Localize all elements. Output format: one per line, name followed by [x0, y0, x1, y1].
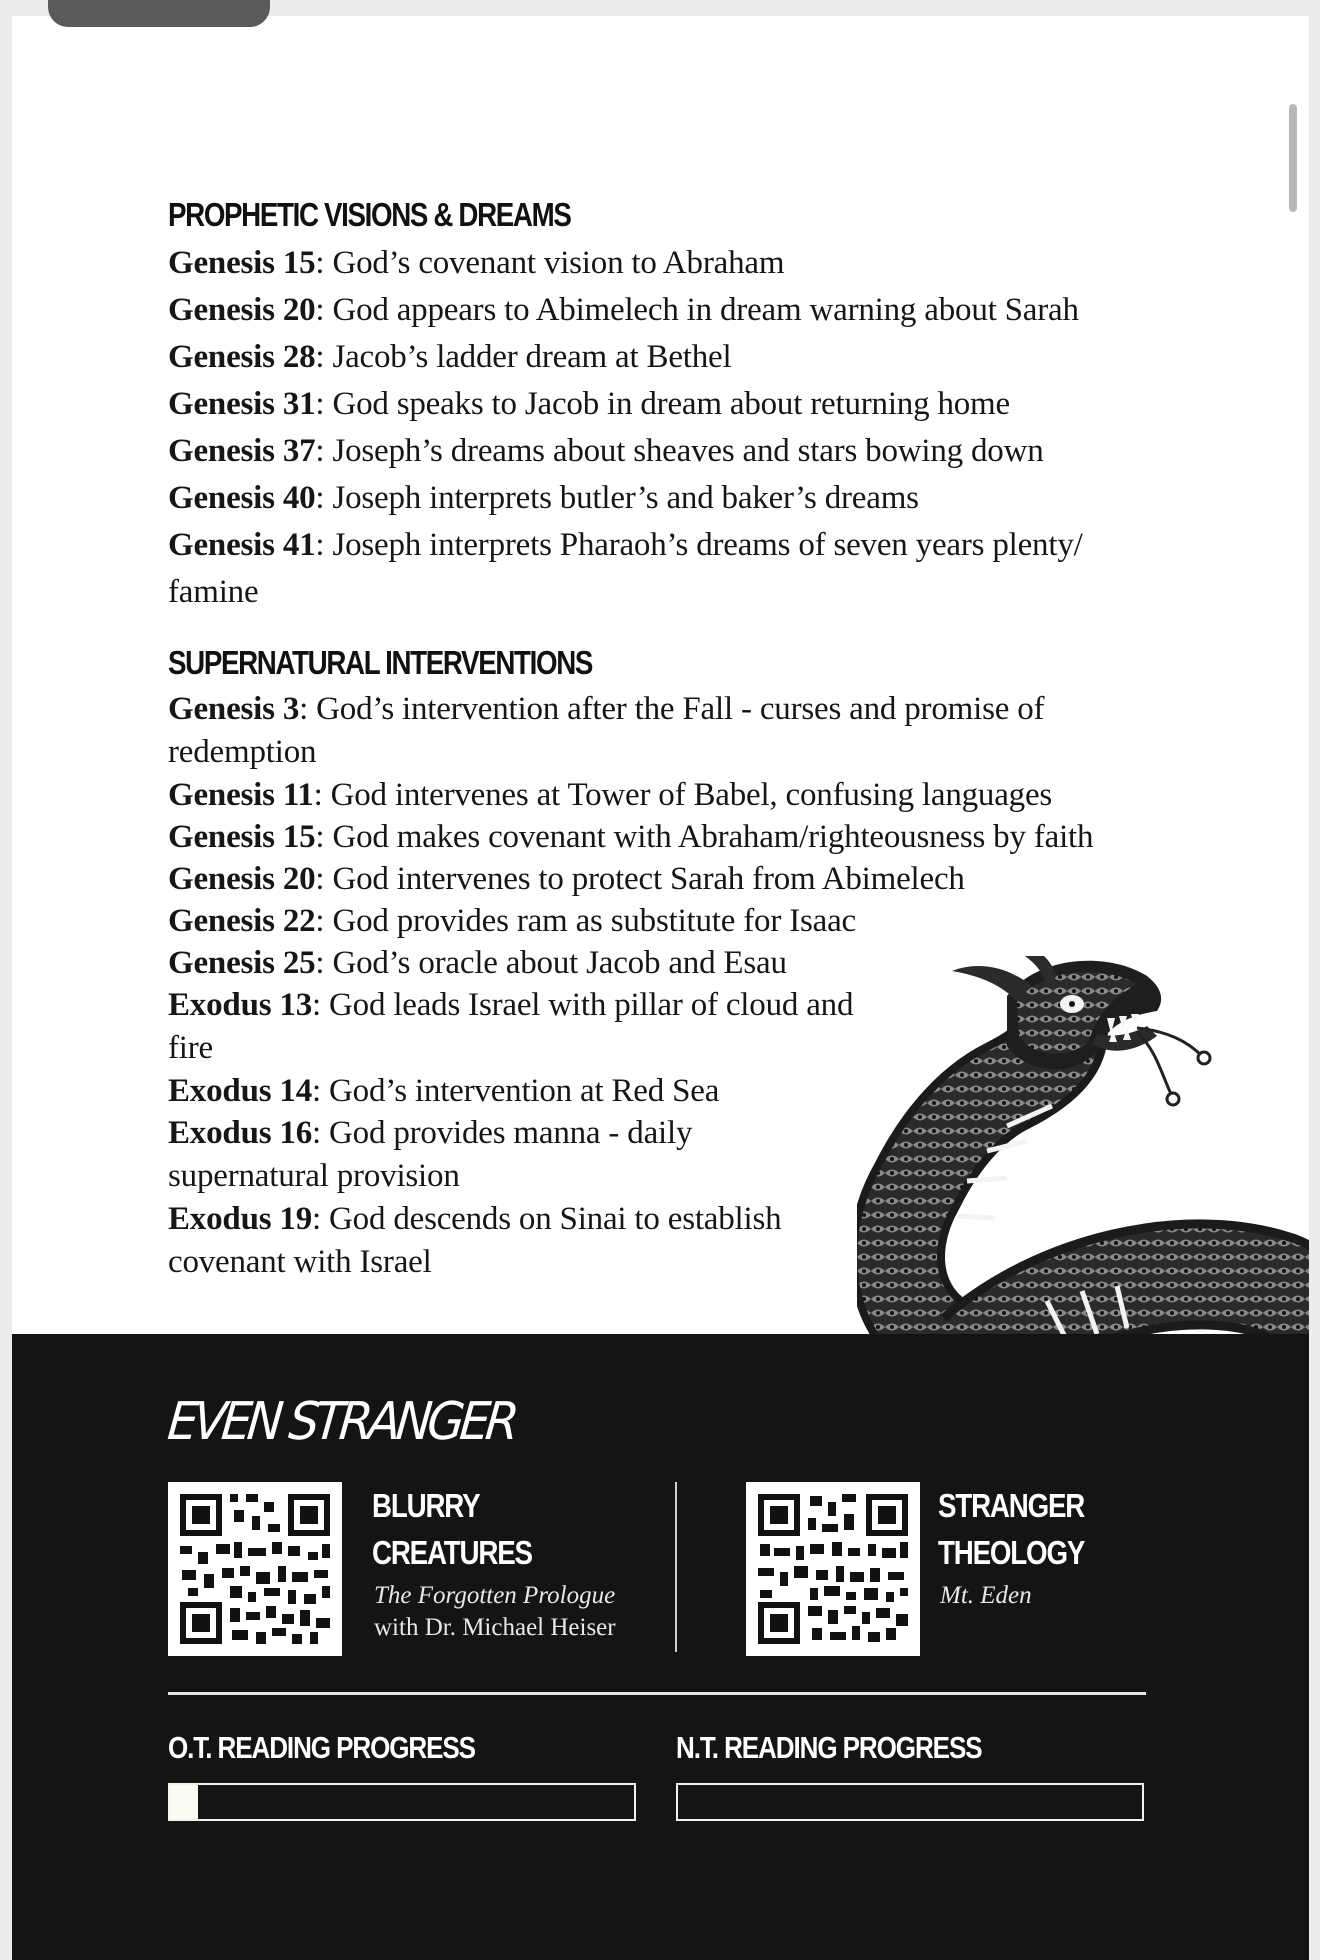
scripture-ref: Genesis 28 — [168, 339, 316, 375]
entry-text: : God leads Israel with pillar of cloud and fire — [168, 987, 854, 1066]
horizontal-divider — [168, 1692, 1146, 1695]
tab-handle[interactable] — [48, 0, 270, 27]
scripture-ref: Genesis 20 — [168, 292, 316, 328]
entry-text: : God intervenes at Tower of Babel, confusing languages — [313, 777, 1053, 813]
list-item — [168, 858, 1208, 900]
entry-text: : Joseph interprets butler’s and baker’s dreams — [315, 480, 919, 516]
entry-text: : Jacob’s ladder dream at Bethel — [315, 339, 732, 375]
entry-list — [168, 240, 1208, 616]
entry-text: : God intervenes to protect Sarah from Abimelech — [315, 861, 965, 897]
list-item — [168, 475, 1208, 522]
promo-subtitle: Mt. Eden — [940, 1582, 1032, 1609]
dragon-illustration — [857, 956, 1309, 1356]
qr-code-blurry-creatures[interactable] — [168, 1482, 342, 1656]
list-item — [168, 240, 1208, 287]
entry-text: : God appears to Abimelech in dream warning about Sarah — [315, 292, 1079, 328]
section-heading: SUPERNATURAL INTERVENTIONS — [168, 644, 593, 681]
entry-text: : God provides ram as substitute for Isaac — [315, 903, 856, 939]
entry-text: : God’s intervention after the Fall - curses and promise of redemption — [168, 691, 1045, 770]
promo-host: with Dr. Michael Heiser — [374, 1614, 616, 1641]
list-item — [168, 774, 1208, 816]
qr-code-stranger-theology[interactable] — [746, 1482, 920, 1656]
qr-icon — [168, 1482, 342, 1656]
scripture-ref: Genesis 22 — [168, 903, 316, 939]
scripture-ref: Genesis 25 — [168, 945, 316, 981]
list-item — [168, 381, 1208, 428]
nt-progress-bar — [676, 1783, 1144, 1821]
promo-subtitle: The Forgotten Prologue — [374, 1582, 616, 1609]
list-item — [168, 334, 1208, 381]
entry-text: : Joseph interprets Pharaoh’s dreams of seven years plenty/ famine — [168, 527, 1083, 610]
entry-text: : God provides manna - daily supernatural provision — [168, 1115, 693, 1194]
section-prophetic-visions — [168, 192, 1208, 616]
entry-text: : God speaks to Jacob in dream about returning home — [315, 386, 1010, 422]
vertical-divider — [675, 1482, 677, 1652]
list-item — [168, 522, 1168, 616]
list-item — [168, 287, 1208, 334]
list-item — [168, 816, 1208, 858]
brand-logo: EVEN STRANGER — [165, 1392, 518, 1452]
promo-title-line: CREATURES — [372, 1534, 532, 1571]
list-item — [168, 428, 1208, 475]
qr-icon — [746, 1482, 920, 1656]
list-item — [168, 1112, 768, 1198]
scrollbar[interactable] — [1289, 104, 1297, 212]
scripture-ref: Exodus 16 — [168, 1115, 313, 1151]
scripture-ref: Genesis 15 — [168, 819, 316, 855]
list-item — [168, 688, 1168, 774]
entry-text: : God’s covenant vision to Abraham — [315, 245, 785, 281]
scripture-ref: Genesis 31 — [168, 386, 316, 422]
scripture-ref: Exodus 13 — [168, 987, 313, 1023]
list-item — [168, 1198, 868, 1284]
entry-text: : God’s oracle about Jacob and Esau — [315, 945, 787, 981]
promo-title-stranger-theology[interactable] — [938, 1482, 1084, 1576]
footer-panel — [12, 1334, 1309, 1960]
entry-text: : Joseph’s dreams about sheaves and stars bowing down — [315, 433, 1044, 469]
promo-title-line: STRANGER — [938, 1487, 1085, 1524]
promo-title-line: BLURRY — [372, 1487, 480, 1524]
scripture-ref: Genesis 37 — [168, 433, 316, 469]
nt-progress-label: N.T. READING PROGRESS — [676, 1730, 982, 1765]
promo-title-line: THEOLOGY — [938, 1534, 1085, 1571]
section-heading: PROPHETIC VISIONS & DREAMS — [168, 196, 571, 233]
scripture-ref: Genesis 15 — [168, 245, 316, 281]
ot-progress-bar — [168, 1783, 636, 1821]
page — [12, 16, 1309, 1960]
scripture-ref: Exodus 19 — [168, 1201, 313, 1237]
entry-text: : God descends on Sinai to establish covenant with Israel — [168, 1201, 782, 1280]
scripture-ref: Genesis 40 — [168, 480, 316, 516]
entry-text: : God’s intervention at Red Sea — [312, 1073, 720, 1109]
entry-text: : God makes covenant with Abraham/righteousness by faith — [315, 819, 1094, 855]
list-item — [168, 984, 868, 1070]
scripture-ref: Exodus 14 — [168, 1073, 313, 1109]
list-item — [168, 900, 1208, 942]
scripture-ref: Genesis 41 — [168, 527, 316, 563]
scripture-ref: Genesis 3 — [168, 691, 300, 727]
promo-title-blurry-creatures[interactable] — [372, 1482, 532, 1576]
scripture-ref: Genesis 11 — [168, 777, 314, 813]
ot-progress-label: O.T. READING PROGRESS — [168, 1730, 475, 1765]
scripture-ref: Genesis 20 — [168, 861, 316, 897]
ot-progress-fill — [170, 1785, 198, 1819]
